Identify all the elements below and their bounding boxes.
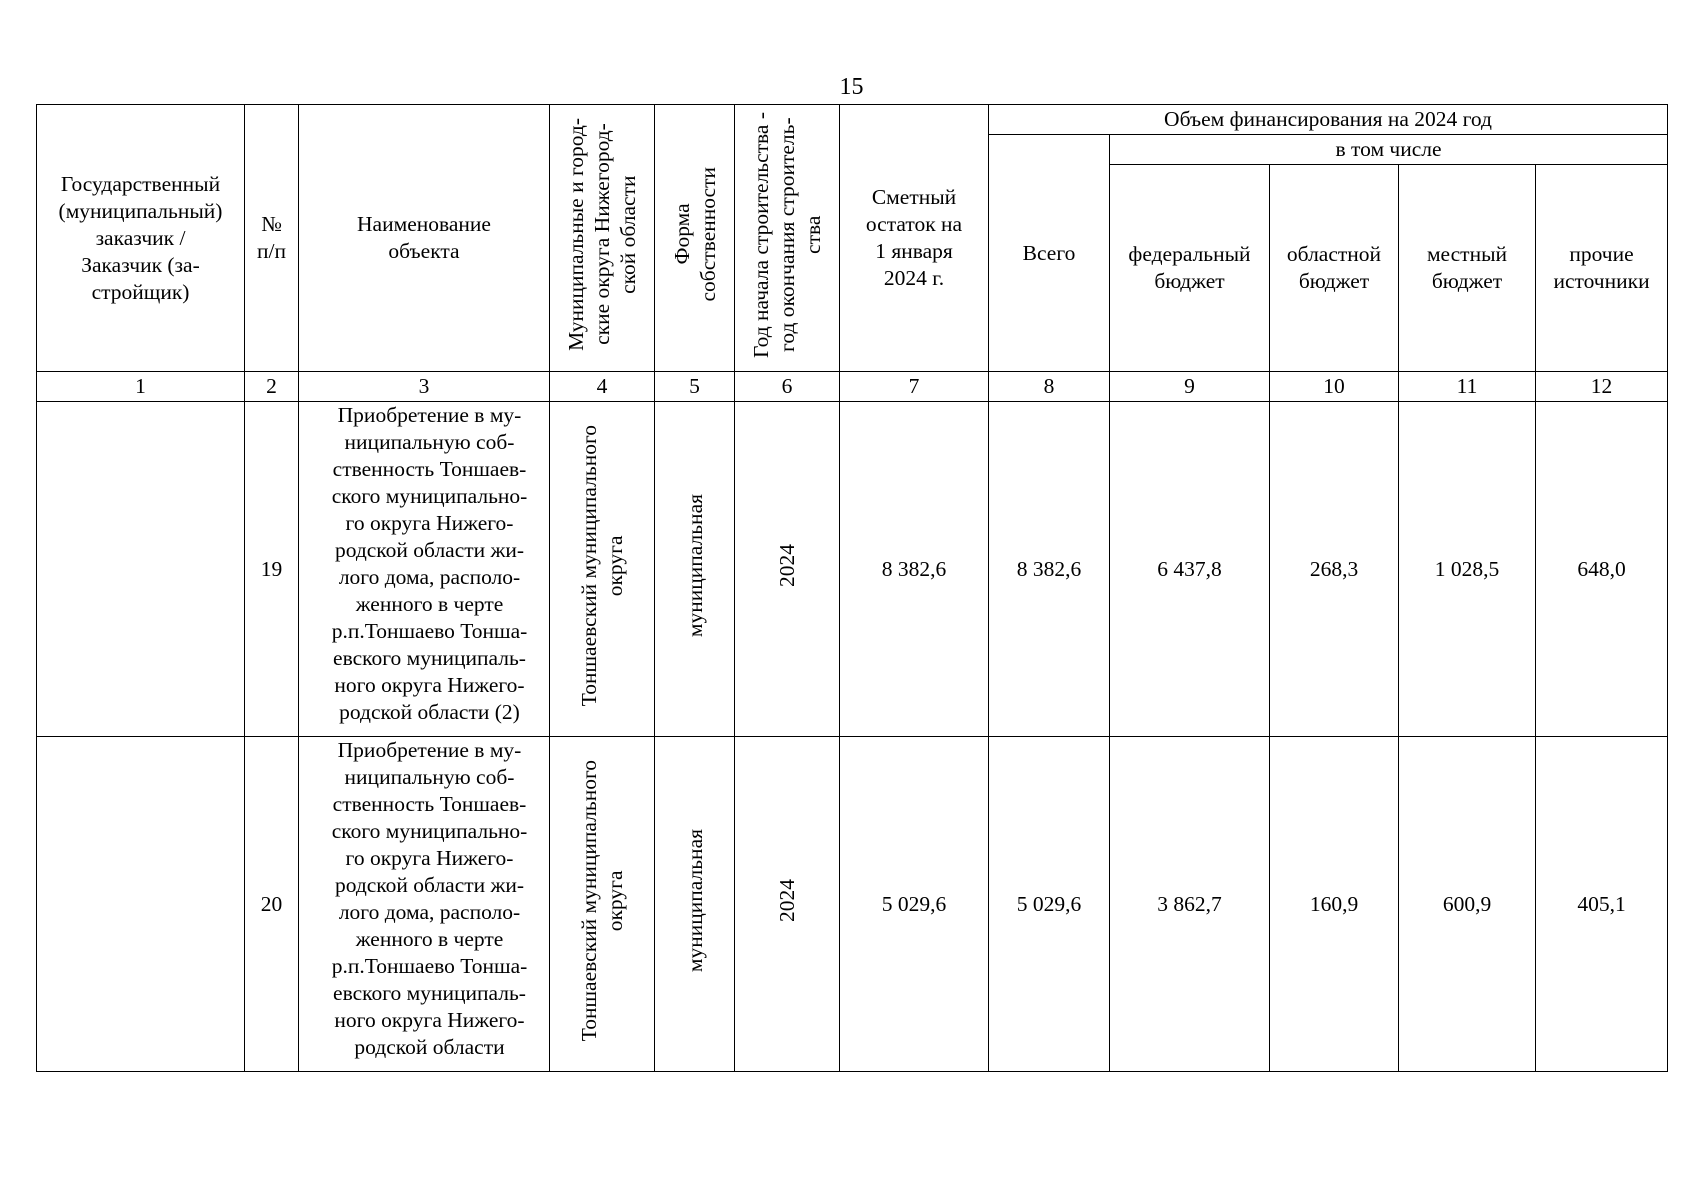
cell-district <box>550 737 655 1072</box>
header-other: прочие источники <box>1536 165 1668 372</box>
header-object-name: Наименование объекта <box>299 105 550 372</box>
object-name-text: Приобретение в му- ниципальную соб- ственность Тоншаев- ского муниципально- го округа Нижего- родской области жи- лого дома, располо- женного в черте р.п.Тоншаево Тонша- евского муниципаль- ного округа Нижего- родской области (2) <box>331 403 528 724</box>
cell-regional: 160,9 <box>1270 737 1399 1072</box>
cell-customer <box>37 402 245 737</box>
object-name-text: Приобретение в му- ниципальную соб- ственность Тоншаев- ского муниципально- го округа Нижего- родской области жи- лого дома, располо- женного в черте р.п.Тоншаево Тонша- евского муниципаль- ного округа Нижего- родской области <box>331 738 528 1059</box>
column-number: 1 <box>37 372 245 402</box>
header-num: № п/п <box>245 105 299 372</box>
header-ownership-text: Форма собственности <box>669 167 720 302</box>
cell-federal: 6 437,8 <box>1110 402 1270 737</box>
page-number-text: 15 <box>839 74 864 100</box>
header-regional: областной бюджет <box>1270 165 1399 372</box>
page-number <box>0 73 1697 101</box>
cell-ownership <box>655 402 735 737</box>
header-municipal-districts <box>550 105 655 372</box>
table-row <box>37 402 1668 737</box>
cell-local: 1 028,5 <box>1399 402 1536 737</box>
cell-years <box>735 402 840 737</box>
cell-num: 19 <box>245 402 299 737</box>
column-number: 9 <box>1110 372 1270 402</box>
cell-num: 20 <box>245 737 299 1072</box>
header-including: в том числе <box>1110 135 1668 165</box>
header-estimated-balance: Сметный остаток на 1 января 2024 г. <box>840 105 989 372</box>
years-text: 2024 <box>775 879 799 922</box>
header-years <box>735 105 840 372</box>
column-number: 7 <box>840 372 989 402</box>
cell-ownership <box>655 737 735 1072</box>
cell-total: 8 382,6 <box>989 402 1110 737</box>
column-number: 2 <box>245 372 299 402</box>
ownership-text: муниципальная <box>682 828 707 973</box>
header-financing-group: Объем финансирования на 2024 год <box>989 105 1668 135</box>
column-number: 8 <box>989 372 1110 402</box>
header-local: местный бюджет <box>1399 165 1536 372</box>
cell-object-name <box>299 402 550 737</box>
column-number: 11 <box>1399 372 1536 402</box>
header-row-top <box>37 105 1668 135</box>
years-text: 2024 <box>775 544 799 587</box>
financing-table <box>36 104 1668 1072</box>
district-text: Тоншаевский муниципального округа <box>577 759 627 1042</box>
cell-regional: 268,3 <box>1270 402 1399 737</box>
column-numbers-row <box>37 372 1668 402</box>
ownership-text: муниципальная <box>682 493 707 638</box>
cell-district <box>550 402 655 737</box>
column-number: 3 <box>299 372 550 402</box>
cell-other: 648,0 <box>1536 402 1668 737</box>
cell-object-name <box>299 737 550 1072</box>
header-years-text: Год начала строительства - год окончания строитель- ства <box>749 111 825 358</box>
column-number: 4 <box>550 372 655 402</box>
table-row <box>37 737 1668 1072</box>
column-number: 12 <box>1536 372 1668 402</box>
cell-federal: 3 862,7 <box>1110 737 1270 1072</box>
header-ownership <box>655 105 735 372</box>
header-customer: Государственный (муниципальный) заказчик / Заказчик (за- стройщик) <box>37 105 245 372</box>
cell-other: 405,1 <box>1536 737 1668 1072</box>
header-municipal-districts-text: Муниципальные и город- ские округа Нижегород- ской области <box>564 118 640 351</box>
column-number: 5 <box>655 372 735 402</box>
cell-estimated-balance: 8 382,6 <box>840 402 989 737</box>
cell-total: 5 029,6 <box>989 737 1110 1072</box>
header-federal: федеральный бюджет <box>1110 165 1270 372</box>
cell-years <box>735 737 840 1072</box>
cell-customer <box>37 737 245 1072</box>
cell-local: 600,9 <box>1399 737 1536 1072</box>
cell-estimated-balance: 5 029,6 <box>840 737 989 1072</box>
column-number: 10 <box>1270 372 1399 402</box>
header-total: Всего <box>989 135 1110 372</box>
district-text: Тоншаевский муниципального округа <box>577 424 627 707</box>
column-number: 6 <box>735 372 840 402</box>
